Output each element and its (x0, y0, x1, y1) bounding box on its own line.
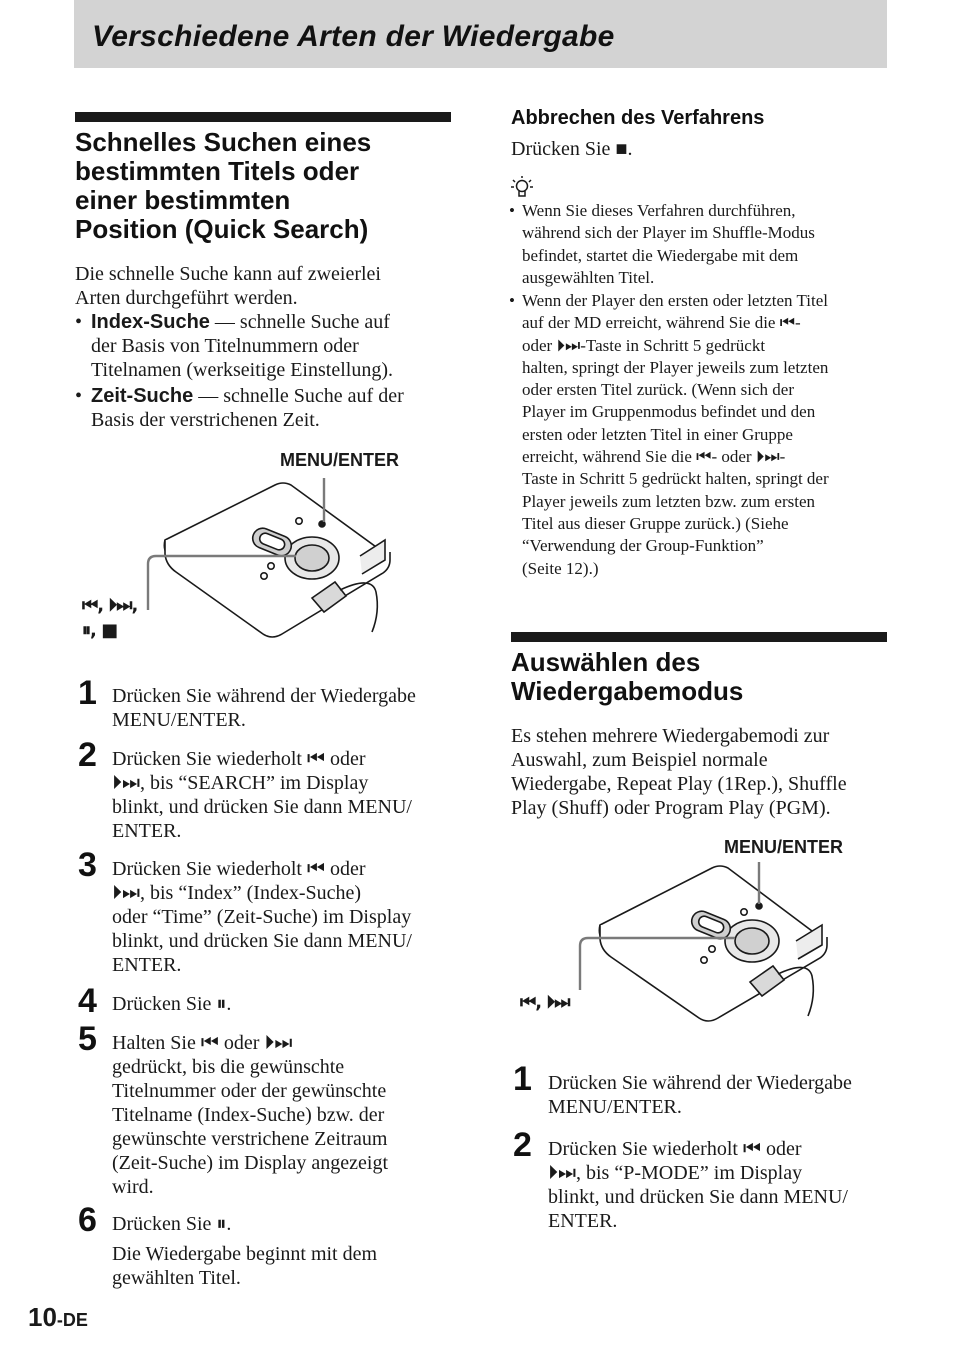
text-line: erreicht, während Sie die ⏮- oder ⏵⏭- (522, 447, 786, 467)
text-line: Wenn der Player den ersten oder letzten Titel (522, 291, 828, 310)
text-line: befindet, startet die Wiedergabe mit dem (522, 245, 799, 265)
text-line: wird. (112, 1176, 154, 1198)
text-line: oder ⏵⏭-Taste in Schritt 5 gedrückt (522, 335, 766, 355)
step-number: 2 (78, 736, 97, 774)
text-line: Auswahl, zum Beispiel normale (511, 749, 768, 771)
text-line: blinkt, und drücken Sie dann MENU/ (112, 930, 412, 952)
text-line: Drücken Sie während der Wiedergabe (112, 685, 416, 707)
text-line: Player im Gruppenmodus befindet und den (522, 402, 816, 422)
text-line: ⏵⏭, bis “SEARCH” im Display (112, 772, 369, 794)
text-line: Arten durchgeführt werden. (75, 287, 298, 309)
text-line: Wiedergabe, Repeat Play (1Rep.), Shuffle (511, 773, 847, 795)
heading-line: Auswählen des (511, 647, 701, 677)
label-skip-buttons-2 (520, 992, 570, 1013)
text-line: oder “Time” (Zeit-Suche) im Display (112, 906, 412, 928)
page-number (28, 1302, 88, 1333)
text-line: ⏵⏭, bis “P-MODE” im Display (548, 1162, 803, 1184)
text-line: Player jeweils zum letzten bzw. zum ersten (522, 491, 815, 511)
text-line: Drücken Sie wiederholt ⏮ oder (112, 748, 366, 770)
text-line: ⏮, ⏵⏭, (82, 595, 138, 616)
term-index-search: Index-Suche (91, 311, 210, 333)
bullet-dot: • (509, 291, 515, 310)
text-line: blinkt, und drücken Sie dann MENU/ (112, 796, 412, 818)
text-line: MENU/ENTER. (112, 709, 246, 731)
text-line: Drücken Sie wiederholt ⏮ oder (112, 858, 366, 880)
text-line: ⏵⏭, bis “Index” (Index-Suche) (112, 882, 362, 904)
step-number: 4 (78, 982, 97, 1020)
text-line: Taste in Schritt 5 gedrückt halten, springt der (522, 469, 829, 489)
text-line: (Zeit-Suche) im Display angezeigt (112, 1152, 389, 1174)
text-line: gewünschte verstrichene Zeitraum (112, 1128, 388, 1150)
text-line: — schnelle Suche auf der (193, 385, 404, 407)
text-line: Titelname (Index-Suche) bzw. der (112, 1104, 385, 1126)
term-time-search: Zeit-Suche (91, 385, 194, 407)
text-line: Titelnamen (werkseitige Einstellung). (91, 359, 393, 381)
text-line: — schnelle Suche auf (209, 311, 390, 333)
label-menu-enter: MENU/ENTER (280, 450, 400, 470)
text-line: der Basis von Titelnummern oder (91, 335, 359, 357)
heading-line: bestimmten Titels oder (75, 156, 360, 186)
text-line: ⏸, ■ (82, 620, 118, 641)
text-line: Play (Shuff) oder Program Play (PGM). (511, 797, 831, 819)
text-line: Die schnelle Suche kann auf zweierlei (75, 263, 381, 285)
text-line: Drücken Sie ⏸. (112, 993, 232, 1015)
text-line: oder ersten Titel zurück. (Wenn sich der (522, 380, 794, 400)
bullet-dot: • (75, 385, 83, 407)
step-number: 2 (513, 1126, 532, 1164)
text-line: Halten Sie ⏮ oder ⏵⏭ (112, 1032, 293, 1054)
text-line: ersten oder letzten Titel in einer Gruppe (522, 424, 793, 444)
text-line: Titel aus dieser Gruppe zurück.) (Siehe (522, 513, 789, 533)
page-title: Verschiedene Arten der Wiedergabe (92, 20, 615, 53)
text-line: Drücken Sie wiederholt ⏮ oder (548, 1138, 802, 1160)
step-number: 3 (78, 846, 97, 884)
text-line: gewählten Titel. (112, 1267, 241, 1289)
text-line: Drücken Sie während der Wiedergabe (548, 1072, 852, 1094)
step-number: 5 (78, 1020, 97, 1058)
label-menu-enter-2: MENU/ENTER (724, 837, 844, 857)
text-line: “Verwendung der Group-Funktion” (522, 536, 764, 556)
text-line: MENU/ENTER. (548, 1096, 682, 1118)
heading-cancel: Abbrechen des Verfahrens (511, 107, 765, 129)
page-number-suffix: -DE (56, 1310, 88, 1330)
text-line: Wenn Sie dieses Verfahren durchführen, (522, 201, 796, 220)
text-line: blinkt, und drücken Sie dann MENU/ (548, 1186, 848, 1208)
step-number: 1 (78, 674, 97, 712)
text-line: Die Wiedergabe beginnt mit dem (112, 1243, 378, 1265)
bullet-dot: • (75, 311, 83, 333)
text-line: gedrückt, bis die gewünschte (112, 1056, 345, 1078)
heading-line: Position (Quick Search) (75, 214, 369, 244)
step-text (548, 1137, 848, 1233)
step-number: 1 (513, 1060, 532, 1098)
heading-line: einer bestimmten (75, 185, 291, 215)
cancel-text: Drücken Sie ■. (511, 138, 633, 160)
step-number: 6 (78, 1201, 97, 1239)
text-line: Es stehen mehrere Wiedergabemodi zur (511, 725, 830, 747)
text-line: ENTER. (112, 820, 182, 842)
step-text (548, 1071, 852, 1119)
text-line: während sich der Player im Shuffle-Modus (522, 223, 815, 243)
text-line: Titelnummer oder der gewünschte (112, 1080, 387, 1102)
bullet-dot: • (509, 201, 515, 220)
heading-line: Schnelles Suchen eines (75, 127, 372, 157)
text-line: ⏮, ⏵⏭ (520, 992, 570, 1013)
text-line: (Seite 12).) (522, 558, 599, 578)
heading-line: Wiedergabemodus (511, 676, 744, 706)
page-number-value: 10 (28, 1302, 57, 1332)
text-line: Basis der verstrichenen Zeit. (91, 409, 320, 431)
text-line: auf der MD erreicht, während Sie die ⏮- (522, 313, 801, 333)
text-line: ENTER. (548, 1210, 618, 1232)
text-line: ENTER. (112, 954, 182, 976)
text-line: halten, springt der Player jeweils zum letzten (522, 357, 829, 377)
text-line: ausgewählten Titel. (522, 267, 655, 287)
text-line: Drücken Sie ⏸. (112, 1213, 232, 1235)
